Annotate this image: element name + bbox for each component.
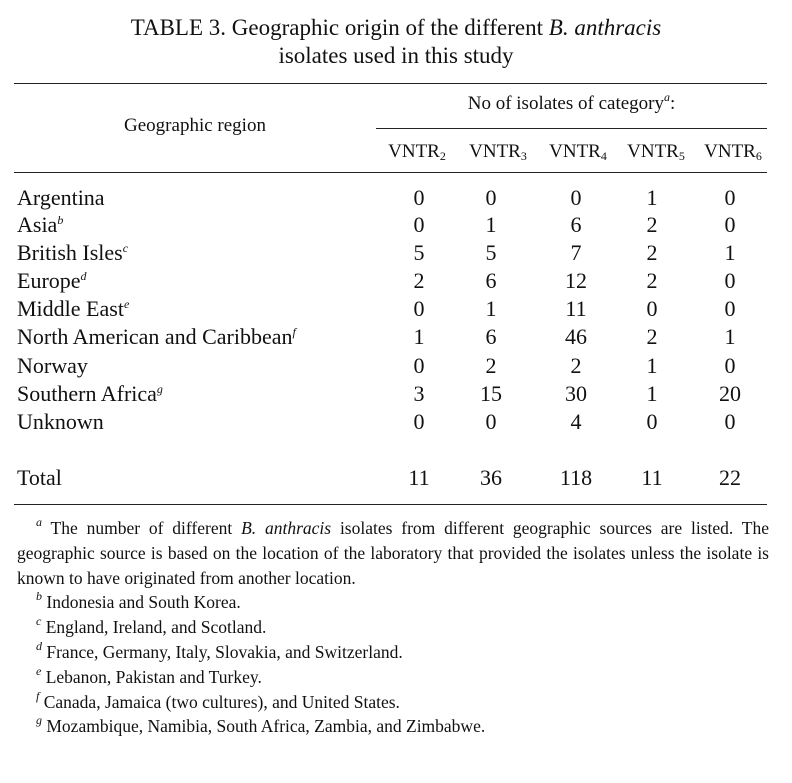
caption-line-1 [0,14,792,42]
column-header-vntr3 [458,141,538,163]
row-region [17,380,163,408]
total-vntr6: 22 [719,465,741,490]
total-row [0,464,792,492]
column-header-base: VNTR [469,141,521,162]
footnote-d [17,640,769,665]
cell-vntr6: 0 [724,353,736,378]
header-geographic-region: Geographic region [124,115,266,136]
caption-label: TABLE 3. [130,15,227,40]
row-footnote-mark: g [156,382,163,396]
row-region [17,184,105,212]
cell-vntr2: 0 [413,185,425,210]
footnote-a-text-rest: isolates from different geographic sources are listed. The geographic source is based on the location of the laboratory that provided the isolates unless the isolate is known to have originated from another location. [17,518,770,588]
cell-vntr5: 2 [646,324,658,349]
cell-vntr3: 1 [485,212,497,237]
column-header-vntr2 [376,141,458,163]
column-header-vntr5 [616,141,696,163]
cell-vntr6: 20 [719,381,741,406]
footnote-mark: b [36,589,42,604]
cell-vntr6: 0 [724,296,736,321]
column-header-sub: 3 [520,149,527,163]
cell-vntr3: 2 [485,353,497,378]
table-row [0,211,792,239]
column-header-vntr6 [694,141,772,163]
row-region-text: Middle East [17,296,124,321]
table-row [0,295,792,323]
cell-vntr4: 4 [570,409,582,434]
cell-vntr4: 30 [565,381,587,406]
row-footnote-mark: e [123,297,130,311]
column-header-base: VNTR [627,141,679,162]
cell-vntr2: 1 [413,324,425,349]
row-region-text: Unknown [17,409,104,434]
top-rule [14,83,767,84]
row-region-text: British Isles [17,240,123,265]
footnote-c [17,615,769,640]
cell-vntr6: 0 [724,212,736,237]
row-footnote-mark: f [292,325,296,339]
footnote-a [17,516,769,590]
footnote-d-text: France, Germany, Italy, Slovakia, and Switzerland. [46,641,403,662]
footnote-e-text: Lebanon, Pakistan and Turkey. [45,666,262,687]
header-category [376,90,767,115]
caption-text: Geographic origin of the different [231,15,544,40]
cell-vntr4: 2 [570,353,582,378]
row-footnote-mark: d [80,269,87,283]
cell-vntr2: 0 [413,353,425,378]
column-header-base: VNTR [549,141,601,162]
table-footnotes [17,516,769,739]
cell-vntr3: 15 [480,381,502,406]
footnote-b-text: Indonesia and South Korea. [46,592,241,613]
column-header-base: VNTR [388,141,440,162]
cell-vntr2: 2 [413,268,425,293]
total-vntr2: 11 [408,465,430,490]
cell-vntr3: 5 [485,240,497,265]
table-row [0,184,792,212]
footnote-g [17,714,769,739]
cell-vntr3: 6 [485,324,497,349]
bottom-rule [14,504,767,505]
column-header-vntr4 [538,141,618,163]
footnote-f [17,690,769,715]
cell-vntr2: 3 [413,381,425,406]
cell-vntr4: 11 [565,296,587,321]
cell-vntr5: 2 [646,240,658,265]
row-footnote-mark: b [57,213,64,227]
cell-vntr3: 6 [485,268,497,293]
footnote-b [17,590,769,615]
total-vntr5: 11 [641,465,663,490]
cell-vntr6: 0 [724,185,736,210]
cell-vntr6: 1 [724,324,736,349]
row-region-text: Europe [17,268,81,293]
cell-vntr5: 1 [646,381,658,406]
row-region [17,239,128,267]
total-label: Total [17,465,62,490]
total-vntr4: 118 [559,465,593,490]
cell-vntr5: 1 [646,353,658,378]
row-region [17,211,63,239]
cell-vntr6: 0 [724,268,736,293]
cell-vntr2: 0 [413,409,425,434]
footnote-e [17,665,769,690]
row-region-text: Argentina [17,185,105,210]
header-category-text: No of isolates of category [467,93,664,114]
row-region [17,408,104,436]
cell-vntr5: 0 [646,409,658,434]
column-header-sub: 5 [678,149,685,163]
total-vntr3: 36 [480,465,502,490]
cell-vntr3: 1 [485,296,497,321]
footnote-f-text: Canada, Jamaica (two cultures), and United States. [43,691,400,712]
header-rule [14,172,767,173]
footnote-mark: a [36,515,42,529]
table-caption [0,14,792,70]
row-region [17,295,129,323]
cell-vntr4: 46 [565,324,587,349]
column-header-base: VNTR [704,141,756,162]
cell-vntr4: 7 [570,240,582,265]
table-row [0,352,792,380]
cell-vntr6: 0 [724,409,736,434]
cell-vntr4: 0 [570,185,582,210]
table-row [0,267,792,295]
footnote-mark: e [36,663,42,678]
footnote-c-text: England, Ireland, and Scotland. [45,617,267,638]
footnote-a-text: The number of different [50,518,233,538]
row-footnote-mark: c [122,241,129,255]
caption-species: B. anthracis [548,15,662,40]
footnote-mark: c [36,614,42,629]
footnote-g-text: Mozambique, Namibia, South Africa, Zambia, and Zimbabwe. [46,716,486,737]
row-region [17,267,87,295]
table-row [0,323,792,351]
cell-vntr4: 12 [565,268,587,293]
cell-vntr6: 1 [724,240,736,265]
cell-vntr3: 0 [485,409,497,434]
row-region-text: North American and Caribbean [17,324,293,349]
cell-vntr5: 0 [646,296,658,321]
cell-vntr5: 2 [646,268,658,293]
row-region-text: Southern Africa [17,381,157,406]
table-row [0,408,792,436]
footnote-a-species: B. anthracis [241,518,332,538]
cell-vntr2: 0 [413,212,425,237]
cell-vntr5: 2 [646,212,658,237]
column-header-sub: 6 [755,149,762,163]
cell-vntr5: 1 [646,185,658,210]
caption-line-2: isolates used in this study [278,43,514,68]
cell-vntr3: 0 [485,185,497,210]
footnote-mark: f [36,688,40,703]
cell-vntr4: 6 [570,212,582,237]
table-row [0,239,792,267]
footnote-mark: g [36,713,42,728]
row-region-text: Asia [17,212,58,237]
category-rule [376,128,767,129]
row-region [17,352,88,380]
table-row [0,380,792,408]
column-header-sub: 2 [439,149,446,163]
header-category-colon: : [670,93,676,114]
footnote-mark: d [36,638,42,653]
row-region-text: Norway [17,353,88,378]
cell-vntr2: 0 [413,296,425,321]
header-category-mark: a [664,90,670,104]
row-region [17,323,296,351]
cell-vntr2: 5 [413,240,425,265]
column-header-sub: 4 [600,149,607,163]
